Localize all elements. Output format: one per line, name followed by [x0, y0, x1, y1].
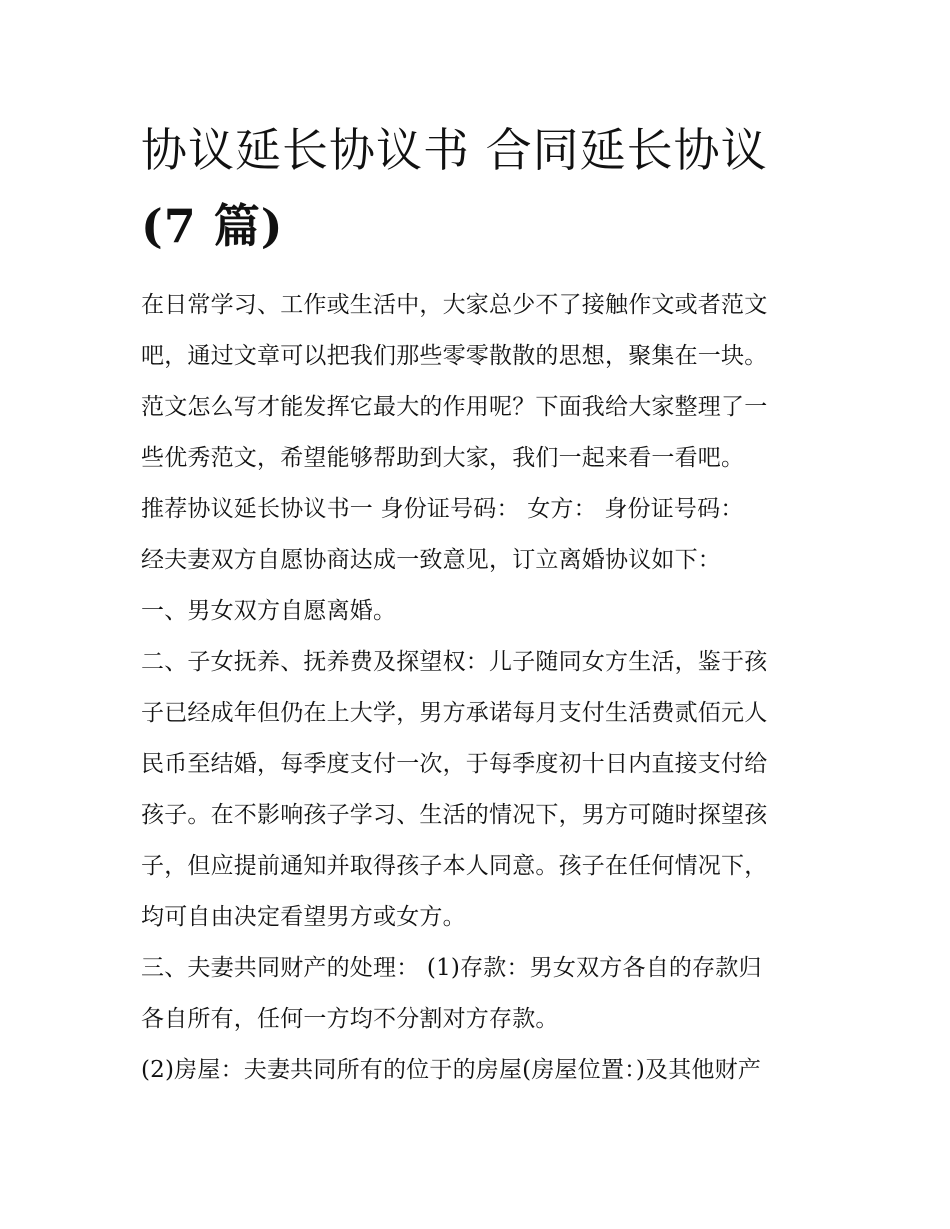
document-body — [141, 112, 821, 1096]
text-line: 各自所有，任何一方均不分割对方存款。 — [141, 1006, 559, 1032]
text-line: 推荐协议延长协议书一 身份证号码： 女方： 身份证号码： — [141, 496, 744, 522]
text-line: (2)房屋：夫妻共同所有的位于的房屋(房屋位置：)及其他财产 — [141, 1057, 762, 1083]
text-line: 范文怎么写才能发挥它最大的作用呢？下面我给大家整理了一 — [141, 394, 768, 420]
title-line-1: 协议延长协议书 合同延长协议 — [141, 123, 768, 177]
document-title — [141, 112, 821, 264]
title-line-2: (7 篇) — [141, 199, 284, 253]
text-line: 子，但应提前通知并取得孩子本人同意。孩子在任何情况下， — [141, 853, 768, 879]
text-line: 在日常学习、工作或生活中，大家总少不了接触作文或者范文 — [141, 292, 768, 318]
text-line: 子已经成年但仍在上大学，男方承诺每月支付生活费贰佰元人 — [141, 700, 768, 726]
text-line: 一、男女双方自愿离婚。 — [141, 598, 397, 624]
text-line: 均可自由决定看望男方或女方。 — [141, 904, 466, 930]
text-line: 些优秀范文，希望能够帮助到大家，我们一起来看一看吧。 — [141, 445, 745, 471]
text-line: 经夫妻双方自愿协商达成一致意见，订立离婚协议如下： — [141, 547, 721, 573]
text-line: 吧，通过文章可以把我们那些零零散散的思想，聚集在一块。 — [141, 343, 768, 369]
text-line: 二、子女抚养、抚养费及探望权：儿子随同女方生活，鉴于孩 — [141, 649, 768, 675]
text-line: 孩子。在不影响孩子学习、生活的情况下，男方可随时探望孩 — [141, 802, 768, 828]
text-line: 民币至结婚，每季度支付一次，于每季度初十日内直接支付给 — [141, 751, 768, 777]
text-line: 三、夫妻共同财产的处理： (1)存款：男女双方各自的存款归 — [141, 955, 762, 981]
